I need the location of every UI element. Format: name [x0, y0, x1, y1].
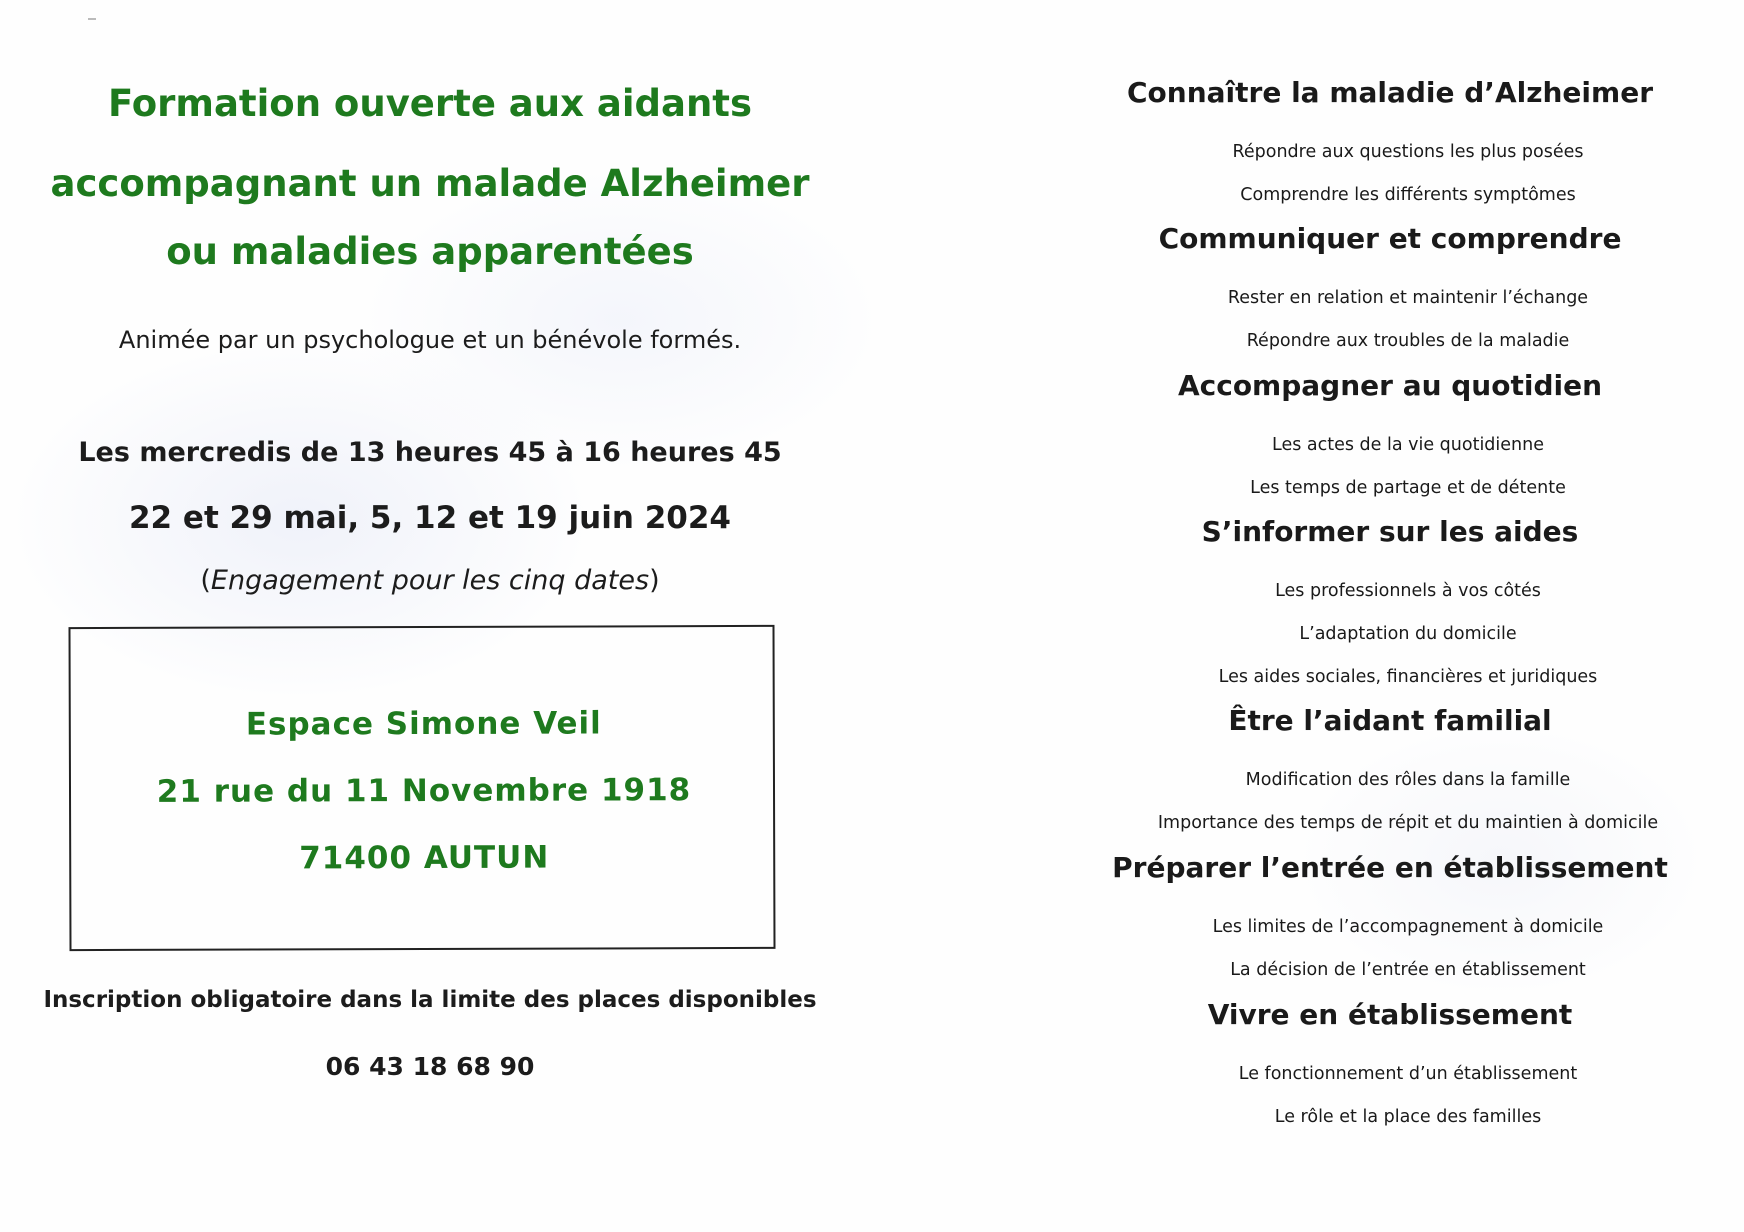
- title-line-2: accompagnant un malade Alzheimer: [50, 162, 810, 205]
- program-section-item: La décision de l’entrée en établissement: [1230, 960, 1586, 980]
- program-section-title: S’informer sur les aides: [1201, 515, 1579, 548]
- program-section-item: Répondre aux questions les plus posées: [1232, 142, 1584, 162]
- program-section-item: Les temps de partage et de détente: [1250, 478, 1566, 498]
- program-section-item: Les professionnels à vos côtés: [1275, 581, 1541, 601]
- registration-note: Inscription obligatoire dans la limite des places disponibles: [43, 987, 817, 1013]
- facilitators-note: Animée par un psychologue et un bénévole formés.: [118, 326, 742, 354]
- engagement-open-paren: (: [200, 565, 211, 596]
- program-section-title: Vivre en établissement: [1207, 998, 1573, 1031]
- engagement-close-paren: ): [649, 565, 660, 596]
- venue-street: 21 rue du 11 Novembre 1918: [156, 772, 692, 810]
- program-section-title: Communiquer et comprendre: [1158, 222, 1622, 255]
- phone-number: 06 43 18 68 90: [325, 1052, 535, 1081]
- program-section-title: Préparer l’entrée en établissement: [1112, 851, 1668, 884]
- scan-artifact: [88, 18, 96, 20]
- title-line-3: ou maladies apparentées: [166, 230, 694, 273]
- venue-city: 71400 AUTUN: [299, 839, 550, 877]
- session-dates: 22 et 29 mai, 5, 12 et 19 juin 2024: [128, 500, 732, 536]
- program-section-item: Rester en relation et maintenir l’échange: [1227, 288, 1589, 308]
- program-section-title: Connaître la maladie d’Alzheimer: [1127, 76, 1653, 109]
- program-section-item: Le fonctionnement d’un établissement: [1238, 1064, 1578, 1084]
- program-section-title: Être l’aidant familial: [1228, 704, 1552, 737]
- program-section-item: Répondre aux troubles de la maladie: [1246, 331, 1570, 351]
- program-section-item: Les limites de l’accompagnement à domicile: [1212, 917, 1604, 937]
- program-section-item: Importance des temps de répit et du maintien à domicile: [1157, 813, 1659, 833]
- schedule-hours: Les mercredis de 13 heures 45 à 16 heures 45: [78, 437, 782, 468]
- program-section-item: Comprendre les différents symptômes: [1240, 185, 1576, 205]
- program-section-item: Les actes de la vie quotidienne: [1272, 435, 1544, 455]
- program-section-title: Accompagner au quotidien: [1177, 369, 1603, 402]
- title-line-1: Formation ouverte aux aidants: [107, 82, 753, 125]
- program-section-item: Le rôle et la place des familles: [1274, 1107, 1542, 1127]
- program-section-item: L’adaptation du domicile: [1299, 624, 1517, 644]
- engagement-note: [40, 565, 820, 596]
- venue-box: [68, 625, 775, 951]
- engagement-text: Engagement pour les cinq dates: [210, 565, 650, 596]
- program-section-item: Les aides sociales, financières et juridiques: [1218, 667, 1598, 687]
- program-section-item: Modification des rôles dans la famille: [1245, 770, 1571, 790]
- venue-name: Espace Simone Veil: [245, 705, 602, 743]
